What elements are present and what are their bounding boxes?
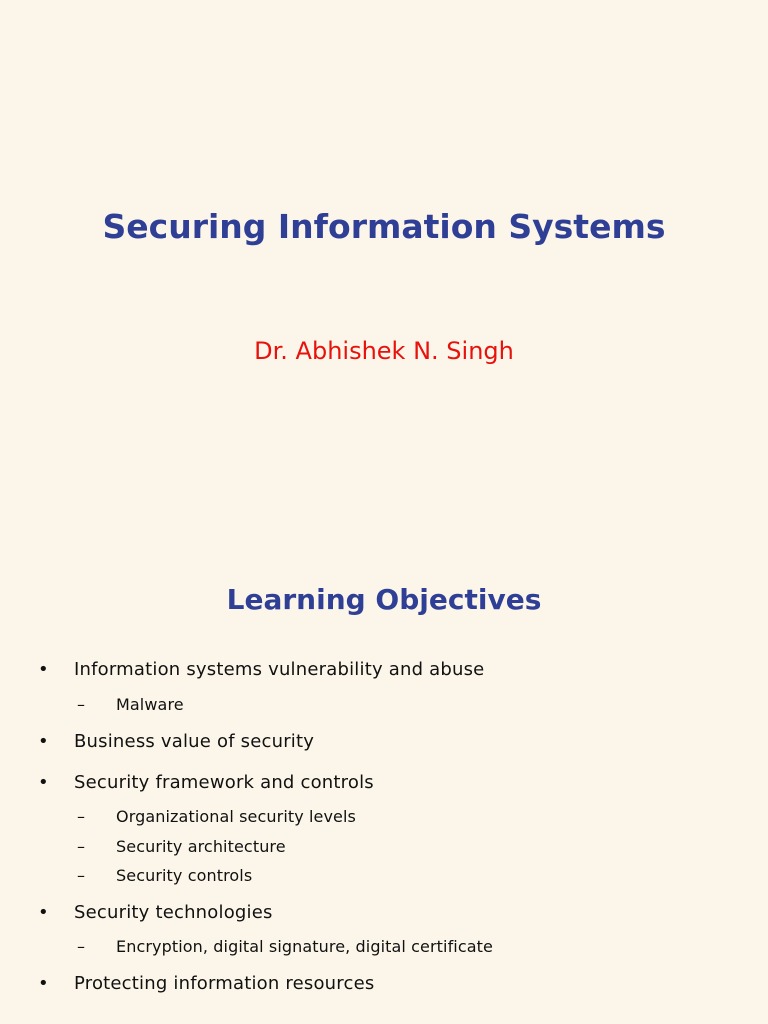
sub-list-item-text: Malware <box>116 695 184 714</box>
list-item-text: Information systems vulnerability and abuse <box>74 659 485 680</box>
dash-icon: – <box>77 866 85 885</box>
section-heading: Learning Objectives <box>226 583 542 616</box>
dash-icon: – <box>77 837 85 856</box>
bullet-icon: • <box>38 902 49 923</box>
page-title: Securing Information Systems <box>102 207 666 246</box>
list-item-text: Business value of security <box>74 731 315 752</box>
list-item <box>0 971 768 997</box>
dash-icon: – <box>77 695 85 714</box>
bullet-icon: • <box>38 659 49 680</box>
sub-list-item-text: Security controls <box>116 866 253 885</box>
bullet-icon: • <box>38 973 49 994</box>
list-item-text: Security technologies <box>74 902 273 923</box>
dash-icon: – <box>77 807 85 826</box>
list-item <box>0 900 768 926</box>
list-item <box>0 770 768 796</box>
list-item <box>0 729 768 755</box>
sub-list-item-text: Security architecture <box>116 837 286 856</box>
bullet-icon: • <box>38 731 49 752</box>
list-item-text: Protecting information resources <box>74 973 375 994</box>
list-item-text: Security framework and controls <box>74 772 374 793</box>
sub-list-item-text: Encryption, digital signature, digital certificate <box>116 937 493 956</box>
list-item <box>0 657 768 683</box>
sub-list-item <box>0 934 768 960</box>
sub-list-item <box>0 834 768 860</box>
author-name: Dr. Abhishek N. Singh <box>254 337 514 365</box>
sub-list-item <box>0 863 768 889</box>
sub-list-item <box>0 692 768 718</box>
dash-icon: – <box>77 937 85 956</box>
sub-list-item <box>0 804 768 830</box>
bullet-icon: • <box>38 772 49 793</box>
sub-list-item-text: Organizational security levels <box>116 807 356 826</box>
